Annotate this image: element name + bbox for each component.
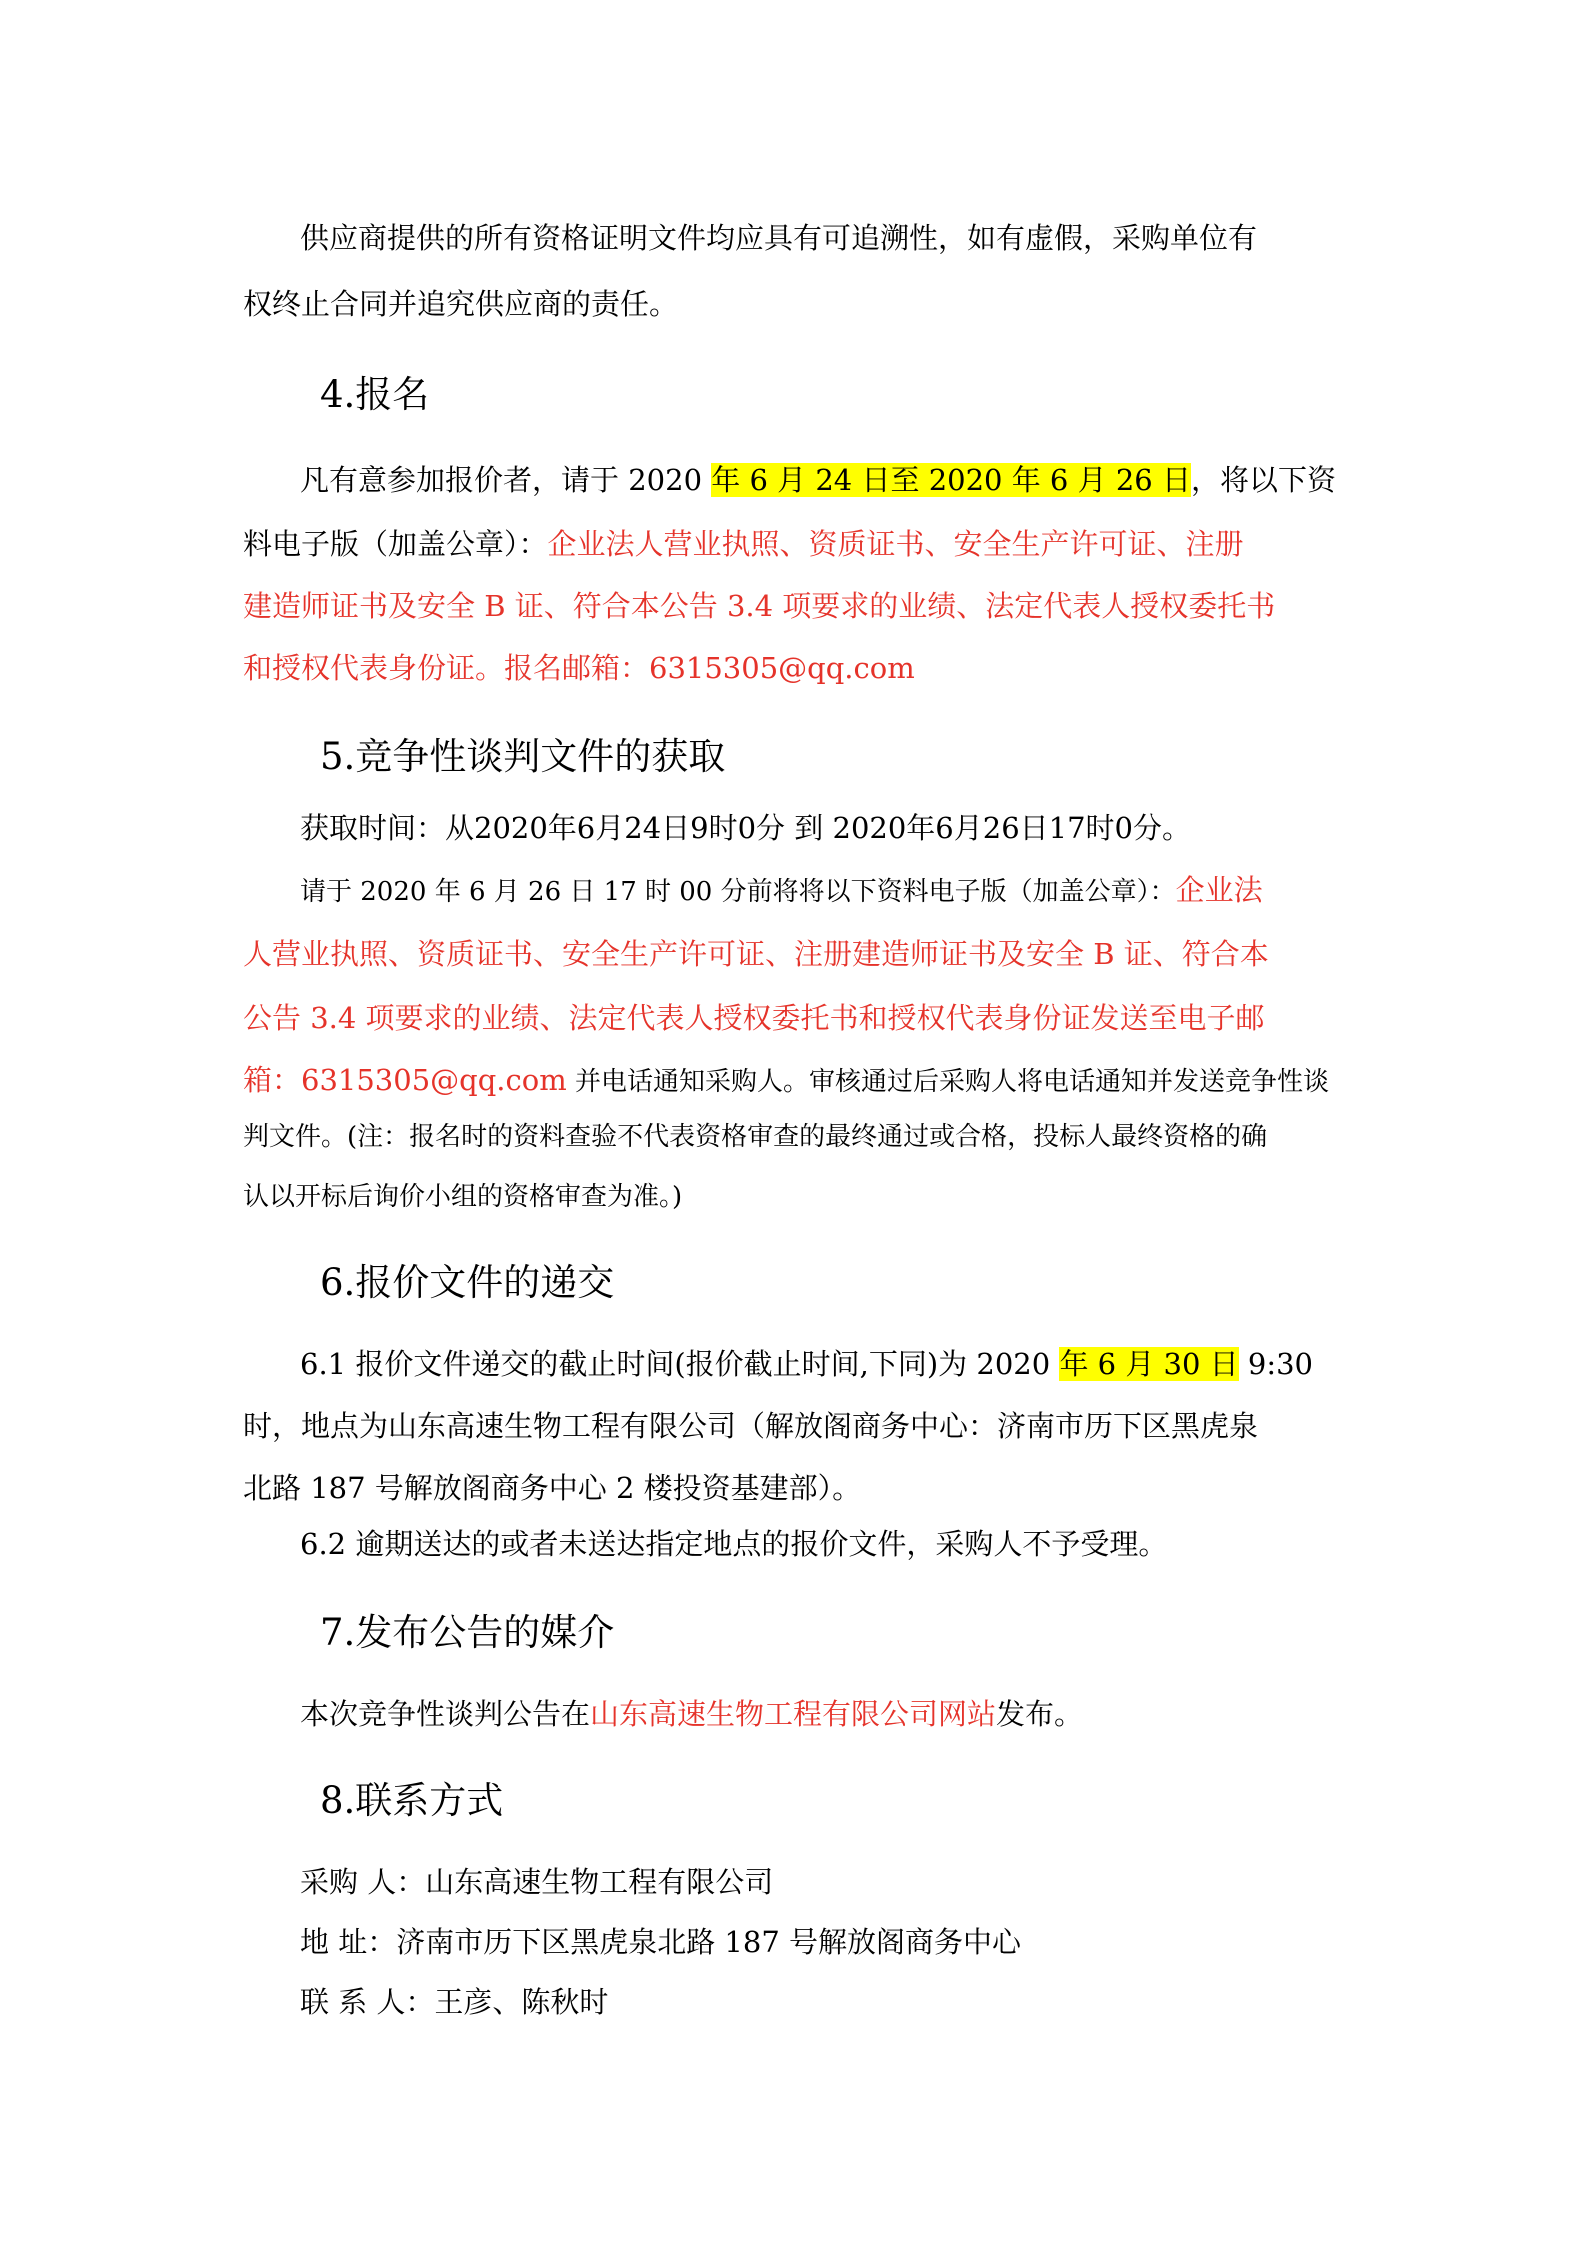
contact-persons: 联 系 人：王彦、陈秋时 [300,1985,609,2019]
text-run: 9:30 [1238,1347,1314,1381]
paragraph-line: 北路 187 号解放阁商务中心 2 楼投资基建部）。 [243,1471,862,1505]
text-run: 并电话通知采购人。审核通过后采购人将电话通知并发送竞争性谈 [566,1067,1329,1097]
red-requirements-text: 企业法 [1175,873,1263,907]
paragraph-line: 获取时间：从2020年6月24日9时0分 到 2020年6月26日17时0分。 [300,811,1192,845]
section-heading-registration: 4.报名 [320,373,430,416]
red-email-text: 箱：6315305@qq.com [243,1063,567,1097]
paragraph-line [300,463,1336,497]
contact-purchaser: 采购 人：山东高速生物工程有限公司 [300,1865,774,1899]
paragraph-line [243,1063,1329,1097]
text-run: 发布。 [996,1697,1084,1731]
paragraph-line [300,873,1263,907]
red-requirements-text: 建造师证书及安全 B 证、符合本公告 3.4 项要求的业绩、法定代表人授权委托书 [243,589,1276,623]
paragraph-line: 供应商提供的所有资格证明文件均应具有可追溯性，如有虚假，采购单位有 [300,221,1258,255]
paragraph-line [300,1697,1084,1731]
paragraph-line [243,527,1244,561]
section-heading-contact: 8.联系方式 [320,1779,504,1822]
section-heading-document-acquisition: 5.竞争性谈判文件的获取 [320,735,726,778]
red-requirements-text: 和授权代表身份证。报名邮箱：6315305@qq.com [243,651,915,685]
text-run: ，将以下资 [1190,463,1336,497]
text-run: 请于 2020 年 6 月 26 日 17 时 00 分前将将以下资料电子版（加盖公章）： [300,877,1176,907]
paragraph-line: 认以开标后询价小组的资格审查为准。) [243,1182,683,1212]
text-run: 料电子版（加盖公章）： [243,527,548,561]
red-website-text: 山东高速生物工程有限公司网站 [590,1697,997,1731]
red-requirements-text: 企业法人营业执照、资质证书、安全生产许可证、注册 [547,527,1244,561]
paragraph-line: 6.2 逾期送达的或者未送达指定地点的报价文件，采购人不予受理。 [300,1527,1168,1561]
text-run: 本次竞争性谈判公告在 [300,1697,591,1731]
paragraph-line: 权终止合同并追究供应商的责任。 [243,287,679,321]
red-requirements-text: 公告 3.4 项要求的业绩、法定代表人授权委托书和授权代表身份证发送至电子邮 [243,1001,1265,1035]
paragraph-line: 判文件。(注：报名时的资料查验不代表资格审查的最终通过或合格，投标人最终资格的确 [243,1122,1268,1152]
paragraph-line: 时，地点为山东高速生物工程有限公司（解放阁商务中心：济南市历下区黑虎泉 [243,1409,1259,1443]
paragraph-line [300,1347,1314,1381]
text-run: 6.1 报价文件递交的截止时间(报价截止时间,下同)为 2020 [300,1347,1060,1381]
text-run: 凡有意参加报价者，请于 2020 [300,463,712,497]
red-requirements-text: 人营业执照、资质证书、安全生产许可证、注册建造师证书及安全 B 证、符合本 [243,937,1269,971]
highlighted-deadline-date: 年 6 月 30 日 [1059,1347,1239,1381]
section-heading-quote-submission: 6.报价文件的递交 [320,1261,615,1304]
section-heading-publication-media: 7.发布公告的媒介 [320,1611,615,1654]
highlighted-date-range: 年 6 月 24 日至 2020 年 6 月 26 日 [711,463,1191,497]
contact-address: 地 址：济南市历下区黑虎泉北路 187 号解放阁商务中心 [300,1925,1022,1959]
